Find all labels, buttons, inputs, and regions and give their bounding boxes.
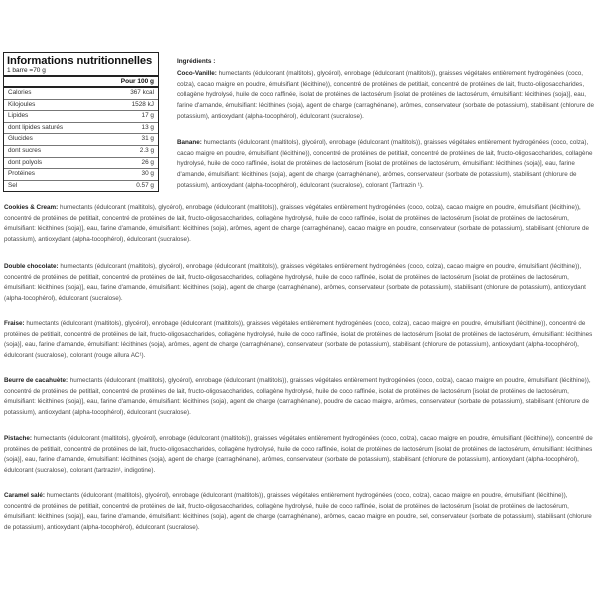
flavor-name: Caramel salé: xyxy=(4,492,45,499)
ingredient-text: humectants (édulcorant (maltitols), glycérol), enrobage (édulcorant (maltitols)), graisses végétales entièrement hydrogénées (coco, colza), cacao maigre en poudre, émulsifiant (lécithine)), concentré de protéines de petitlait, concentré de protéines de lait, fructo-oligosaccharides, collagène hydrolysé, huile de coco raffinée, isolat de protéines de lactosérum [isolat de protéines de lactosérum, émulsifiant: lécithines (soja)], eau, farine d'amande, émulsifiant: lécithines (soja), agent de charge (carraghénane), poudre de cacao maigre, arômes, conservateur (sorbate de potassium), stabilisant (chlorure de potassium), antioxydant (alpha-tocophérol), édulcorant (sucralose). xyxy=(4,377,591,417)
ingredient-text: humectants (édulcorant (maltitols), glycérol), enrobage (édulcorant (maltitols)), graisses végétales entièrement hydrogénées (coco, colza), cacao maigre en poudre, émulsifiant (lécithine)), concentré de protéines de petitlait, concentré de protéines de lait, fructo-oligosaccharides, collagène hydrolysé, huile de coco raffinée, isolat de protéines de lactosérum [isolat de protéines de lactosérum, émulsifiant: lécithines (soja)], eau, farine d'amande, émulsifiant: lécithines (soja), agent de charge (carraghénane), arômes, conservateur (sorbate de potassium), stabilisant (chlorure de potassium), antioxydant (alpha-tocophérol), édulcorant (sucralose), colorant (tartrazin¹, indigotine). xyxy=(4,435,593,475)
serving-size: 1 barre =70 g xyxy=(4,67,158,77)
nutrient-value: 367 kcal xyxy=(130,89,154,96)
nutrition-row xyxy=(4,158,158,170)
nutrient-label: dont sucres xyxy=(8,146,42,154)
flavor-name: Beurre de cacahuète: xyxy=(4,377,69,384)
nutrient-value: 13 g xyxy=(141,123,154,131)
flavor-name: Cookies & Cream: xyxy=(4,204,59,211)
ingredient-text: humectants (édulcorant (maltitols), glycérol), enrobage (édulcorant (maltitols)), graisses végétales entièrement hydrogénées (coco, colza), cacao maigre en poudre, émulsifiant (lécithine)), concentré de protéines de petitlait, concentré de protéines de lait, fructo-oligosaccharides, collagène hydrolysé, huile de coco raffinée, isolat de protéines de lactosérum [isolat de protéines de lactosérum, émulsifiant: lécithines (soja)], eau, farine d'amande, émulsifiant: lécithines (soja), agent de charge (carraghénane), arômes, conservateur (sorbate de potassium), stabilisant (chlorure de potassium), antioxydant (alpha-tocophérol), édulcorant (sucralose), colorant (Tartrazin ¹). xyxy=(177,139,593,189)
nutrient-label: dont polyols xyxy=(8,158,43,166)
nutrition-row xyxy=(4,100,158,112)
nutrition-row xyxy=(4,123,158,135)
flavor-name: Pistache: xyxy=(4,435,32,442)
ingredient-paragraph-fraise xyxy=(4,319,596,362)
ingredient-paragraph-pistache xyxy=(4,434,596,477)
nutrition-facts-panel xyxy=(3,52,159,192)
nutrient-label: Kilojoules xyxy=(8,100,36,108)
ingredient-paragraph-cookies-cream xyxy=(4,203,596,246)
nutrient-label: Calories xyxy=(8,89,32,96)
nutrient-value: 26 g xyxy=(141,158,154,166)
nutrient-value: 2.3 g xyxy=(139,146,154,154)
nutrient-label: Glucides xyxy=(8,135,33,143)
ingredient-text: humectants (édulcorant (maltitols), glycérol), enrobage (édulcorant (maltitols)), graisses végétales entièrement hydrogénées (coco, colza), cacao maigre en poudre, émulsifiant (lécithine)), concentré de protéines de petitlait, concentré de protéines de lait, fructo-oligosaccharides, collagène hydrolysé, huile de coco raffinée, isolat de protéines de lactosérum [isolat de protéines de lactosérum, émulsifiant: lécithines (soja)], eau, farine d'amande, émulsifiant: lécithines (soja), agent de charge (carraghénane), arômes, cacao maigre en poudre, sel, conservateur (sorbate de potassium), stabilisant (chlorure de potassium), antioxydant (alpha-tocophérol), édulcorant (sucralose). xyxy=(4,492,592,532)
nutrient-value: 0.57 g xyxy=(136,181,154,189)
nutrition-row xyxy=(4,181,158,192)
flavor-name: Fraise: xyxy=(4,320,25,327)
ingredient-paragraph-double-chocolate xyxy=(4,262,596,305)
flavor-name: Coco-Vanille: xyxy=(177,70,217,77)
ingredient-paragraph-coco-vanille xyxy=(177,69,595,123)
ingredient-text: humectants (édulcorant (maltitols), glycérol), enrobage (édulcorant (maltitols)), graisses végétales entièrement hydrogénées (coco, colza), cacao maigre en poudre, émulsifiant (lécithine)), concentré de protéines de petitlait, concentré de protéines de lait, fructo-oligosaccharides, collagène hydrolysé, huile de coco raffinée, isolat de protéines de lactosérum [isolat de protéines de lactosérum, émulsifiant: lécithines (soja)], eau, farine d'amande, émulsifiant: lécithines (soja), agent de charge (carraghénane), arômes, conservateur (sorbate de potassium), stabilisant (chlorure de potassium), antioxydant (alpha-tocophérol), édulcorant (sucralose). xyxy=(4,263,586,303)
nutrient-value: 31 g xyxy=(141,135,154,143)
nutrition-column-header: Pour 100 g xyxy=(4,77,158,88)
nutrient-label: Lipides xyxy=(8,112,29,120)
ingredient-text: humectants (édulcorant (maltitols), glycérol), enrobage (édulcorant (maltitols)), graisses végétales entièrement hydrogénées (coco, colza), cacao maigre en poudre, émulsifiant (lécithine)), concentré de protéines de petitlait, concentré de protéines de lait, fructo-oligosaccharides, collagène hydrolysé, huile de coco raffinée, isolat de protéines de lactosérum [isolat de protéines de lactosérum, émulsifiant: lécithines (soja)], eau, farine d'amande, émulsifiant: lécithines (soja), agent de charge (carraghénane), arômes, conservateur (sorbate de potassium), stabilisant (chlorure de potassium), antioxydant (alpha-tocophérol), édulcorant (sucralose). xyxy=(177,70,595,120)
nutrition-row xyxy=(4,88,158,100)
nutrition-row xyxy=(4,134,158,146)
nutrition-row xyxy=(4,146,158,158)
nutrition-title: Informations nutritionnelles xyxy=(7,55,153,67)
ingredient-text: humectants (édulcorant (maltitols), glycérol), enrobage (édulcorant (maltitols)), graisses végétales entièrement hydrogénées (coco, colza), cacao maigre en poudre, émulsifiant (lécithine)), concentré de protéines de petitlait, concentré de protéines de lait, fructo-oligosaccharides, collagène hydrolysé, huile de coco raffinée, isolat de protéines de lactosérum [isolat de protéines de lactosérum, émulsifiant: lécithines (soja)], eau, farine d'amande, émulsifiant: lécithines (soja), arômes, agent de charge (carraghénane), cacao maigre en poudre, conservateur (sorbate de potassium), stabilisant (chlorure de potassium), antioxydant (alpha-tocophérol), édulcorant (sucralose). xyxy=(4,204,590,244)
ingredient-text: humectants (édulcorant (maltitols), glycérol), enrobage (édulcorant (maltitols)), graisses végétales entièrement hydrogénées (coco, colza), cacao maigre en poudre, émulsifiant (lécithine)), concentré de protéines de petitlait, concentré de protéines de lait, fructo-oligosaccharides, collagène hydrolysé, huile de coco raffinée, isolat de protéines de lactosérum [isolat de protéines de lactosérum, émulsifiant: lécithines (soja)], eau, farine d'amande, émulsifiant: lécithines (soja), arômes, agent de charge (carraghénane), conservateur (sorbate de potassium), stabilisant (chlorure de potassium), antioxydant (alpha-tocophérol), édulcorant (sucralose), colorant (rouge allura AC¹). xyxy=(4,320,593,360)
nutrient-label: dont lipides saturés xyxy=(8,123,64,131)
ingredient-paragraph-caramel-sale xyxy=(4,491,596,534)
ingredient-paragraph-banane xyxy=(177,138,597,192)
nutrition-row xyxy=(4,111,158,123)
nutrition-row xyxy=(4,169,158,181)
nutrient-label: Protéines xyxy=(8,170,35,178)
flavor-name: Double chocolate: xyxy=(4,263,59,270)
nutrient-value: 1528 kJ xyxy=(131,100,154,108)
nutrient-value: 17 g xyxy=(141,112,154,120)
flavor-name: Banane: xyxy=(177,139,202,146)
nutrient-value: 30 g xyxy=(141,170,154,178)
ingredients-heading: Ingrédients : xyxy=(177,58,216,65)
nutrient-label: Sel xyxy=(8,181,18,189)
ingredient-paragraph-beurre-de-cacahuete xyxy=(4,376,596,419)
